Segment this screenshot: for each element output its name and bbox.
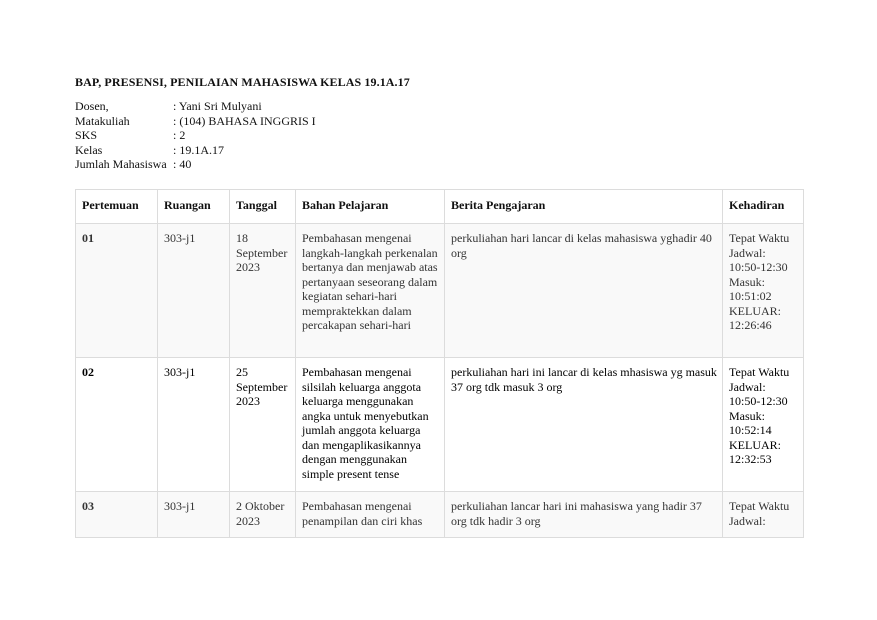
info-row-matakuliah [75, 114, 316, 129]
kehadiran-jadwal-value: 10:50-12:30 [729, 260, 788, 274]
kehadiran-masuk-value: 10:51:02 [729, 289, 772, 303]
kehadiran-masuk-label: Masuk: [729, 408, 765, 423]
info-label: Jumlah Mahasiswa [75, 157, 167, 171]
course-info [75, 99, 316, 172]
cell-berita-pengajaran: perkuliahan lancar hari ini mahasiswa yang hadir 37 org tdk hadir 3 org [445, 492, 723, 538]
info-label: Kelas [75, 142, 103, 157]
info-row-jumlah-mahasiswa [75, 157, 316, 172]
cell-bahan-pelajaran: Pembahasan mengenai langkah-langkah perkenalan bertanya dan menjawab atas pertanyaan seseorang dalam kegiatan sehari-hari mempraktekkan dalam percakapan sehari-hari [296, 224, 445, 358]
info-label: Matakuliah [75, 113, 130, 128]
info-row-dosen [75, 99, 316, 114]
table-row [76, 358, 804, 492]
table-row [76, 492, 804, 538]
cell-kehadiran [723, 492, 804, 538]
table-header-row [76, 190, 804, 224]
info-label: SKS [75, 128, 98, 142]
info-value: : (104) BAHASA INGGRIS I [173, 113, 316, 128]
cell-kehadiran [723, 358, 804, 492]
cell-ruangan: 303-j1 [158, 492, 230, 538]
kehadiran-jadwal-label: Jadwal: [729, 379, 766, 394]
info-value: : 40 [173, 157, 192, 171]
kehadiran-status: Tepat Waktu [729, 499, 790, 513]
header-ruangan: Ruangan [158, 190, 230, 224]
info-row-sks [75, 128, 316, 143]
kehadiran-status: Tepat Waktu [729, 365, 790, 379]
cell-tanggal: 25 September 2023 [230, 358, 296, 492]
cell-bahan-pelajaran: Pembahasan mengenai penampilan dan ciri khas [296, 492, 445, 538]
kehadiran-masuk-label: Masuk: [729, 274, 765, 289]
cell-pertemuan: 02 [76, 358, 158, 492]
info-label: Dosen, [75, 99, 109, 113]
page-title: BAP, PRESENSI, PENILAIAN MAHASISWA KELAS 19.1A.17 [75, 75, 410, 89]
cell-tanggal: 18 September 2023 [230, 224, 296, 358]
cell-pertemuan: 01 [76, 224, 158, 358]
cell-bahan-pelajaran: Pembahasan mengenai silsilah keluarga anggota keluarga menggunakan angka untuk menyebutkan jumlah anggota keluarga dan mengaplikasikannya dengan menggunakan simple present tense [296, 358, 445, 492]
cell-berita-pengajaran: perkuliahan hari lancar di kelas mahasiswa yghadir 40 org [445, 224, 723, 358]
kehadiran-jadwal-label: Jadwal: [729, 245, 766, 260]
cell-ruangan: 303-j1 [158, 358, 230, 492]
cell-tanggal: 2 Oktober 2023 [230, 492, 296, 538]
info-row-kelas [75, 143, 316, 158]
kehadiran-masuk-value: 10:52:14 [729, 423, 772, 437]
table-row [76, 224, 804, 358]
kehadiran-keluar-value: 12:32:53 [729, 452, 772, 466]
cell-berita-pengajaran: perkuliahan hari ini lancar di kelas mhasiswa yg masuk 37 org tdk masuk 3 org [445, 358, 723, 492]
kehadiran-keluar-label: KELUAR: [729, 303, 781, 318]
kehadiran-status: Tepat Waktu [729, 231, 790, 245]
kehadiran-keluar-label: KELUAR: [729, 437, 781, 452]
header-tanggal: Tanggal [230, 190, 296, 224]
kehadiran-jadwal-label: Jadwal: [729, 513, 766, 528]
header-bahan-pelajaran: Bahan Pelajaran [296, 190, 445, 224]
header-berita-pengajaran: Berita Pengajaran [445, 190, 723, 224]
cell-kehadiran [723, 224, 804, 358]
kehadiran-keluar-value: 12:26:46 [729, 318, 772, 332]
cell-pertemuan: 03 [76, 492, 158, 538]
kehadiran-jadwal-value: 10:50-12:30 [729, 394, 788, 408]
info-value: : 2 [173, 128, 186, 142]
info-value: : 19.1A.17 [173, 142, 224, 157]
header-pertemuan: Pertemuan [76, 190, 158, 224]
header-kehadiran: Kehadiran [723, 190, 804, 224]
info-value: : Yani Sri Mulyani [173, 99, 262, 113]
attendance-table [75, 189, 804, 538]
cell-ruangan: 303-j1 [158, 224, 230, 358]
